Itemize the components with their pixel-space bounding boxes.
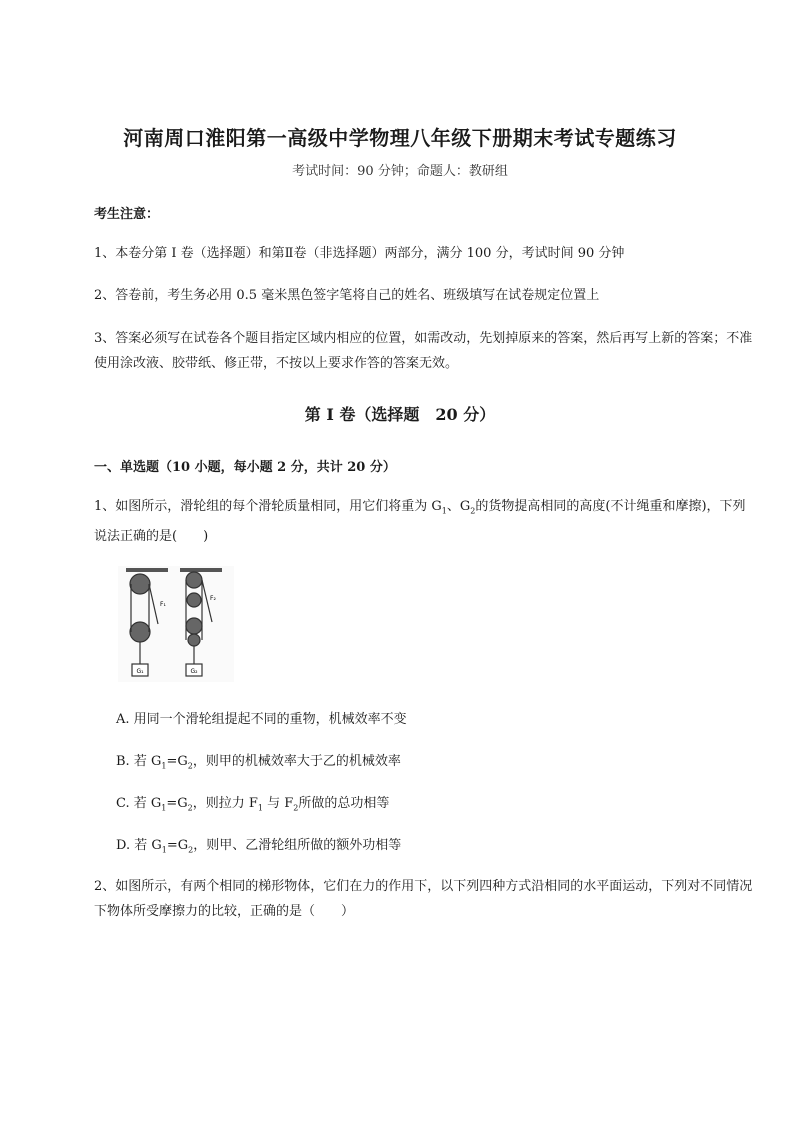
part-heading: 一、单选题（10 小题，每小题 2 分，共计 20 分）: [94, 460, 396, 475]
question-1-option-a: A. 用同一个滑轮组提起不同的重物，机械效率不变: [116, 712, 407, 727]
question-1-option-c: C. 若 $G_1=G_2$，则拉力 $F_1$ 与 $F_2$所做的总功相等: [116, 796, 390, 813]
question-2-stem: 2、如图所示，有两个相同的梯形物体，它们在力的作用下，以下列四种方式沿相同的水平面运动，下列对不同情况下物体所受摩擦力的比较，正确的是（ ）: [94, 879, 753, 919]
force-label-f2: F₂: [210, 595, 216, 602]
notice-item-2: 2、答卷前，考生务必用 0.5 毫米黑色签字笔将自己的姓名、班级填写在试卷规定位置上: [94, 288, 600, 303]
question-1-option-b: B. 若 $G_1=G_2$，则甲的机械效率大于乙的机械效率: [116, 754, 401, 771]
exam-info: 考试时间：90 分钟；命题人：教研组: [292, 164, 508, 179]
question-1-stem: 1、如图所示，滑轮组的每个滑轮质量相同，用它们将重为 $G_1$、$G_2$的货物提高相同的高度(不计绳重和摩擦)，下列说法正确的是( ): [94, 499, 746, 544]
notice-item-3: 3、答案必须写在试卷各个题目指定区域内相应的位置，如需改动，先划掉原来的答案，然后再写上新的答案；不准使用涂改液、胶带纸、修正带，不按以上要求作答的答案无效。: [94, 331, 753, 371]
pulley-figure: [118, 566, 234, 682]
notice-heading: 考生注意：: [94, 207, 160, 222]
question-1-option-d: D. 若 $G_1=G_2$，则甲、乙滑轮组所做的额外功相等: [116, 838, 402, 855]
page-title: 河南周口淮阳第一高级中学物理八年级下册期末考试专题练习: [123, 126, 677, 150]
force-label-f1: F₁: [160, 601, 166, 608]
section-title: 第 I 卷（选择题 20 分）: [304, 405, 496, 424]
weight-label-g2: G₂: [190, 668, 198, 675]
weight-label-g1: G₁: [136, 668, 144, 675]
notice-item-1: 1、本卷分第 I 卷（选择题）和第Ⅱ卷（非选择题）两部分，满分 100 分，考试时间 90 分钟: [94, 246, 625, 261]
pulley-system-diagram: [118, 566, 234, 682]
